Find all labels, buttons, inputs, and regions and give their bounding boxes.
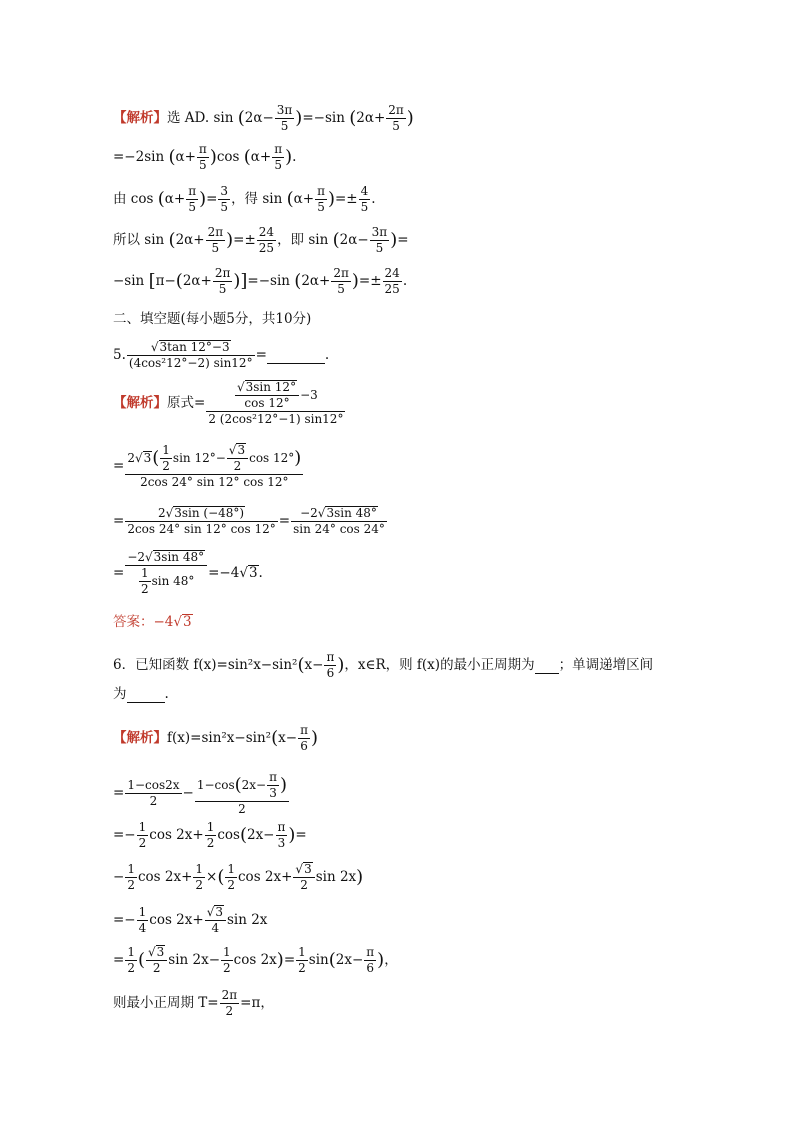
text: =−2sin — [113, 149, 165, 165]
text: . — [164, 686, 169, 702]
text: x− — [304, 657, 324, 673]
fraction: $\frac{\pi}{5}$ — [198, 142, 207, 172]
fraction: $\frac{-2√3\sin 48^\circ}{\sin 24^\circ \cos 24^\circ}$ — [293, 506, 385, 536]
fraction: $\frac{√3}{2}$ — [146, 945, 167, 976]
fraction: $\frac{1-\cos 2x}{2}$ — [127, 778, 180, 808]
fraction: 2√3( $\frac{1}{2}$ sin 12°− $\frac{√3}{2}$ cos 12°) 2cos 24° sin 12° cos 12° — [127, 443, 302, 489]
answer-blank — [267, 349, 325, 364]
p4-line-1: 【解析】选 AD. sin (2α− $\frac{3\pi}{5}$ )=−sin (2α+ $\frac{2\pi}{5}$ ) — [113, 103, 414, 133]
fraction: $\frac{\pi}{6}$ — [366, 945, 375, 975]
text: . — [402, 273, 408, 289]
fraction: $\frac{\pi}{6}$ — [326, 650, 335, 680]
fraction: $\frac{\pi}{5}$ — [188, 184, 197, 214]
fraction: $\frac{24}{25}$ — [258, 225, 275, 255]
p5-answer: 答案：−4√3 — [113, 614, 192, 630]
answer-label: 答案： — [113, 614, 154, 630]
fraction: $\frac{2\pi}{2}$ — [221, 988, 238, 1018]
text: =± — [233, 232, 256, 248]
p6-step-5: = $\frac{1}{2}$ ( $\frac{√3}{2}$ sin 2x− $\frac{1}{2}$ cos 2x)= $\frac{1}{2}$ sin(2x− $\frac{\pi}{6}$ )， — [113, 945, 398, 975]
text: 2α+ — [356, 110, 386, 126]
section-heading: 二、填空题(每小题5分，共10分) — [113, 311, 312, 327]
text: π− — [155, 273, 176, 289]
p5-step-2: = 2√3( $\frac{1}{2}$ sin 12°− $\frac{√3}{2}$ cos 12°) 2cos 24° sin 12° cos 12° — [113, 443, 302, 489]
fraction: $\frac{1}{2}$ — [127, 862, 135, 892]
text: 6．已知函数 f(x)=sin²x−sin² — [113, 657, 298, 673]
fraction: $\frac{\pi}{5}$ — [317, 184, 325, 214]
p6-step-3: − $\frac{1}{2}$ cos 2x+ $\frac{1}{2}$ ×( $\frac{1}{2}$ cos 2x+ $\frac{√3}{2}$ sin 2x) — [113, 862, 364, 892]
text: =± — [358, 273, 382, 289]
fraction: $\frac{24}{25}$ — [384, 266, 400, 296]
text: =−sin — [302, 110, 345, 126]
text: . — [371, 191, 376, 207]
p4-line-5: −sin [π−(2α+ $\frac{2\pi}{5}$ )]=−sin (2α+ $\frac{2\pi}{5}$ )=± $\frac{24}{25}$ . — [113, 266, 408, 296]
fraction: $\frac{2\pi}{5}$ — [207, 225, 224, 255]
fraction: $\frac{3}{5}$ — [220, 184, 229, 214]
text: = — [206, 191, 218, 207]
p6-question-line-2 — [113, 688, 169, 703]
p4-line-2: =−2sin (α+ $\frac{\pi}{5}$ )cos (α+ $\frac{\pi}{5}$ ). — [113, 142, 297, 172]
text: 选 AD. sin — [167, 110, 234, 126]
analysis-tag: 【解析】 — [113, 110, 167, 126]
p4-line-3: 由 cos (α+ $\frac{\pi}{5}$ )= $\frac{3}{5}$ ，得 sin (α+ $\frac{\pi}{5}$ )=± $\frac{4}{5}$ . — [113, 184, 376, 214]
text: cos — [216, 149, 240, 165]
p5-step-4: = −2√3sin 48° $\frac{1}{2}$ sin 48° =−4√3. — [113, 550, 263, 596]
text: 2α+ — [182, 273, 212, 289]
text: = — [255, 347, 267, 363]
text: . — [324, 347, 330, 363]
text: −sin — [113, 273, 145, 289]
fraction: $\frac{2√3\sin (-48^\circ)}{2\cos 24^\circ \sin 12^\circ \cos 12^\circ}$ — [127, 506, 276, 536]
text: . — [292, 149, 297, 165]
answer-blank-period — [535, 659, 559, 674]
text: ，x∈R，则 f(x)的最小正周期为 — [344, 657, 535, 673]
fraction: $\frac{1}{2}$ — [195, 862, 204, 892]
p6-step-1: = $\frac{1-\cos 2x}{2}$ − 1−cos(2x− $\frac{\pi}{3}$ ) 2 — [113, 770, 288, 816]
text: 2α− — [339, 232, 369, 248]
fraction: $\frac{√3\sin 12^\circ}{\cos 12^\circ}$ −3 2 (2cos²12°−1) sin12° — [208, 380, 344, 426]
text: 2α+ — [301, 273, 331, 289]
fraction: $\frac{√3\tan 12^\circ-3}{\text{(4cos²12°−2) sin12°}}$ — [128, 340, 253, 370]
p6-question-line-1: 6．已知函数 f(x)=sin²x−sin²(x− $\frac{\pi}{6}$ )，x∈R，则 f(x)的最小正周期为 ；单调递增区间 — [113, 650, 654, 680]
fraction: $\frac{2\pi}{5}$ — [388, 103, 404, 133]
p6-step-0: 【解析】f(x)=sin²x−sin²(x− $\frac{\pi}{6}$ ) — [113, 723, 318, 753]
fraction: $\frac{\pi}{3}$ — [277, 820, 286, 850]
p5-step-3: = $\frac{2√3\sin (-48^\circ)}{2\cos 24^\circ \sin 12^\circ \cos 12^\circ}$ = $\frac{-2√3\sin 48^\circ}{\sin 24^\circ \cos 24^\circ}$ — [113, 506, 385, 536]
answer-blank-interval — [127, 688, 165, 703]
fraction: $\frac{1}{2}$ — [127, 945, 135, 975]
p6-step-2: =− $\frac{1}{2}$ cos 2x+ $\frac{1}{2}$ cos(2x− $\frac{\pi}{3}$ )= — [113, 820, 307, 850]
text: =± — [334, 191, 358, 207]
analysis-tag: 【解析】 — [113, 730, 167, 746]
fraction: $\frac{1}{2}$ — [138, 820, 147, 850]
fraction: $\frac{3\pi}{5}$ — [276, 103, 293, 133]
fraction: 1−cos(2x− $\frac{\pi}{3}$ ) 2 — [196, 770, 288, 816]
fraction: $\frac{1}{2}$ — [206, 820, 215, 850]
text: 3 — [248, 565, 258, 581]
fraction: $\frac{3\pi}{5}$ — [371, 225, 388, 255]
text: f(x)=sin²x−sin² — [167, 730, 272, 746]
text: α+ — [293, 191, 315, 207]
text: α+ — [175, 149, 196, 165]
fraction: $\frac{1}{2}$ — [227, 862, 235, 892]
text: α+ — [250, 149, 272, 165]
p5-step-1 — [113, 380, 346, 427]
fraction: $\frac{1}{4}$ — [138, 905, 147, 935]
text: 2α+ — [175, 232, 205, 248]
fraction: −2√3sin 48° $\frac{1}{2}$ sin 48° — [125, 550, 207, 597]
answer-value: −4 — [153, 614, 174, 630]
fraction: $\frac{\pi}{5}$ — [274, 142, 283, 172]
text: 为 — [113, 686, 127, 702]
text: =−sin — [247, 273, 290, 289]
fraction: $\frac{√3}{2}$ — [293, 862, 314, 893]
text: α+ — [164, 191, 186, 207]
p6-step-4: =− $\frac{1}{4}$ cos 2x+ $\frac{√3}{4}$ sin 2x — [113, 905, 268, 935]
text: ，得 sin — [231, 191, 283, 207]
text: = — [397, 232, 409, 248]
fraction: $\frac{4}{5}$ — [360, 184, 369, 214]
fraction: $\frac{√3}{4}$ — [205, 905, 226, 936]
text: 原式= — [167, 395, 206, 411]
text: ；单调递增区间 — [558, 657, 654, 673]
fraction: $\frac{1}{2}$ — [223, 945, 231, 975]
text: 由 cos — [113, 191, 154, 207]
p6-step-6: 则最小正周期 T= $\frac{2\pi}{2}$ =π， — [113, 988, 274, 1018]
question-number: 5. — [113, 347, 126, 363]
fraction: $\frac{\pi}{6}$ — [300, 723, 308, 753]
text: ，即 sin — [277, 232, 329, 248]
text: 所以 sin — [113, 232, 165, 248]
analysis-tag: 【解析】 — [113, 395, 167, 411]
text: 2α− — [244, 110, 274, 126]
fraction: $\frac{2\pi}{5}$ — [333, 266, 349, 296]
fraction: $\frac{1}{2}$ — [298, 945, 306, 975]
text: =−4 — [208, 565, 240, 581]
p5-question — [113, 340, 329, 371]
p4-line-4: 所以 sin (2α+ $\frac{2\pi}{5}$ )=± $\frac{24}{25}$ ，即 sin (2α− $\frac{3\pi}{5}$ )= — [113, 225, 409, 255]
fraction: $\frac{2\pi}{5}$ — [214, 266, 231, 296]
